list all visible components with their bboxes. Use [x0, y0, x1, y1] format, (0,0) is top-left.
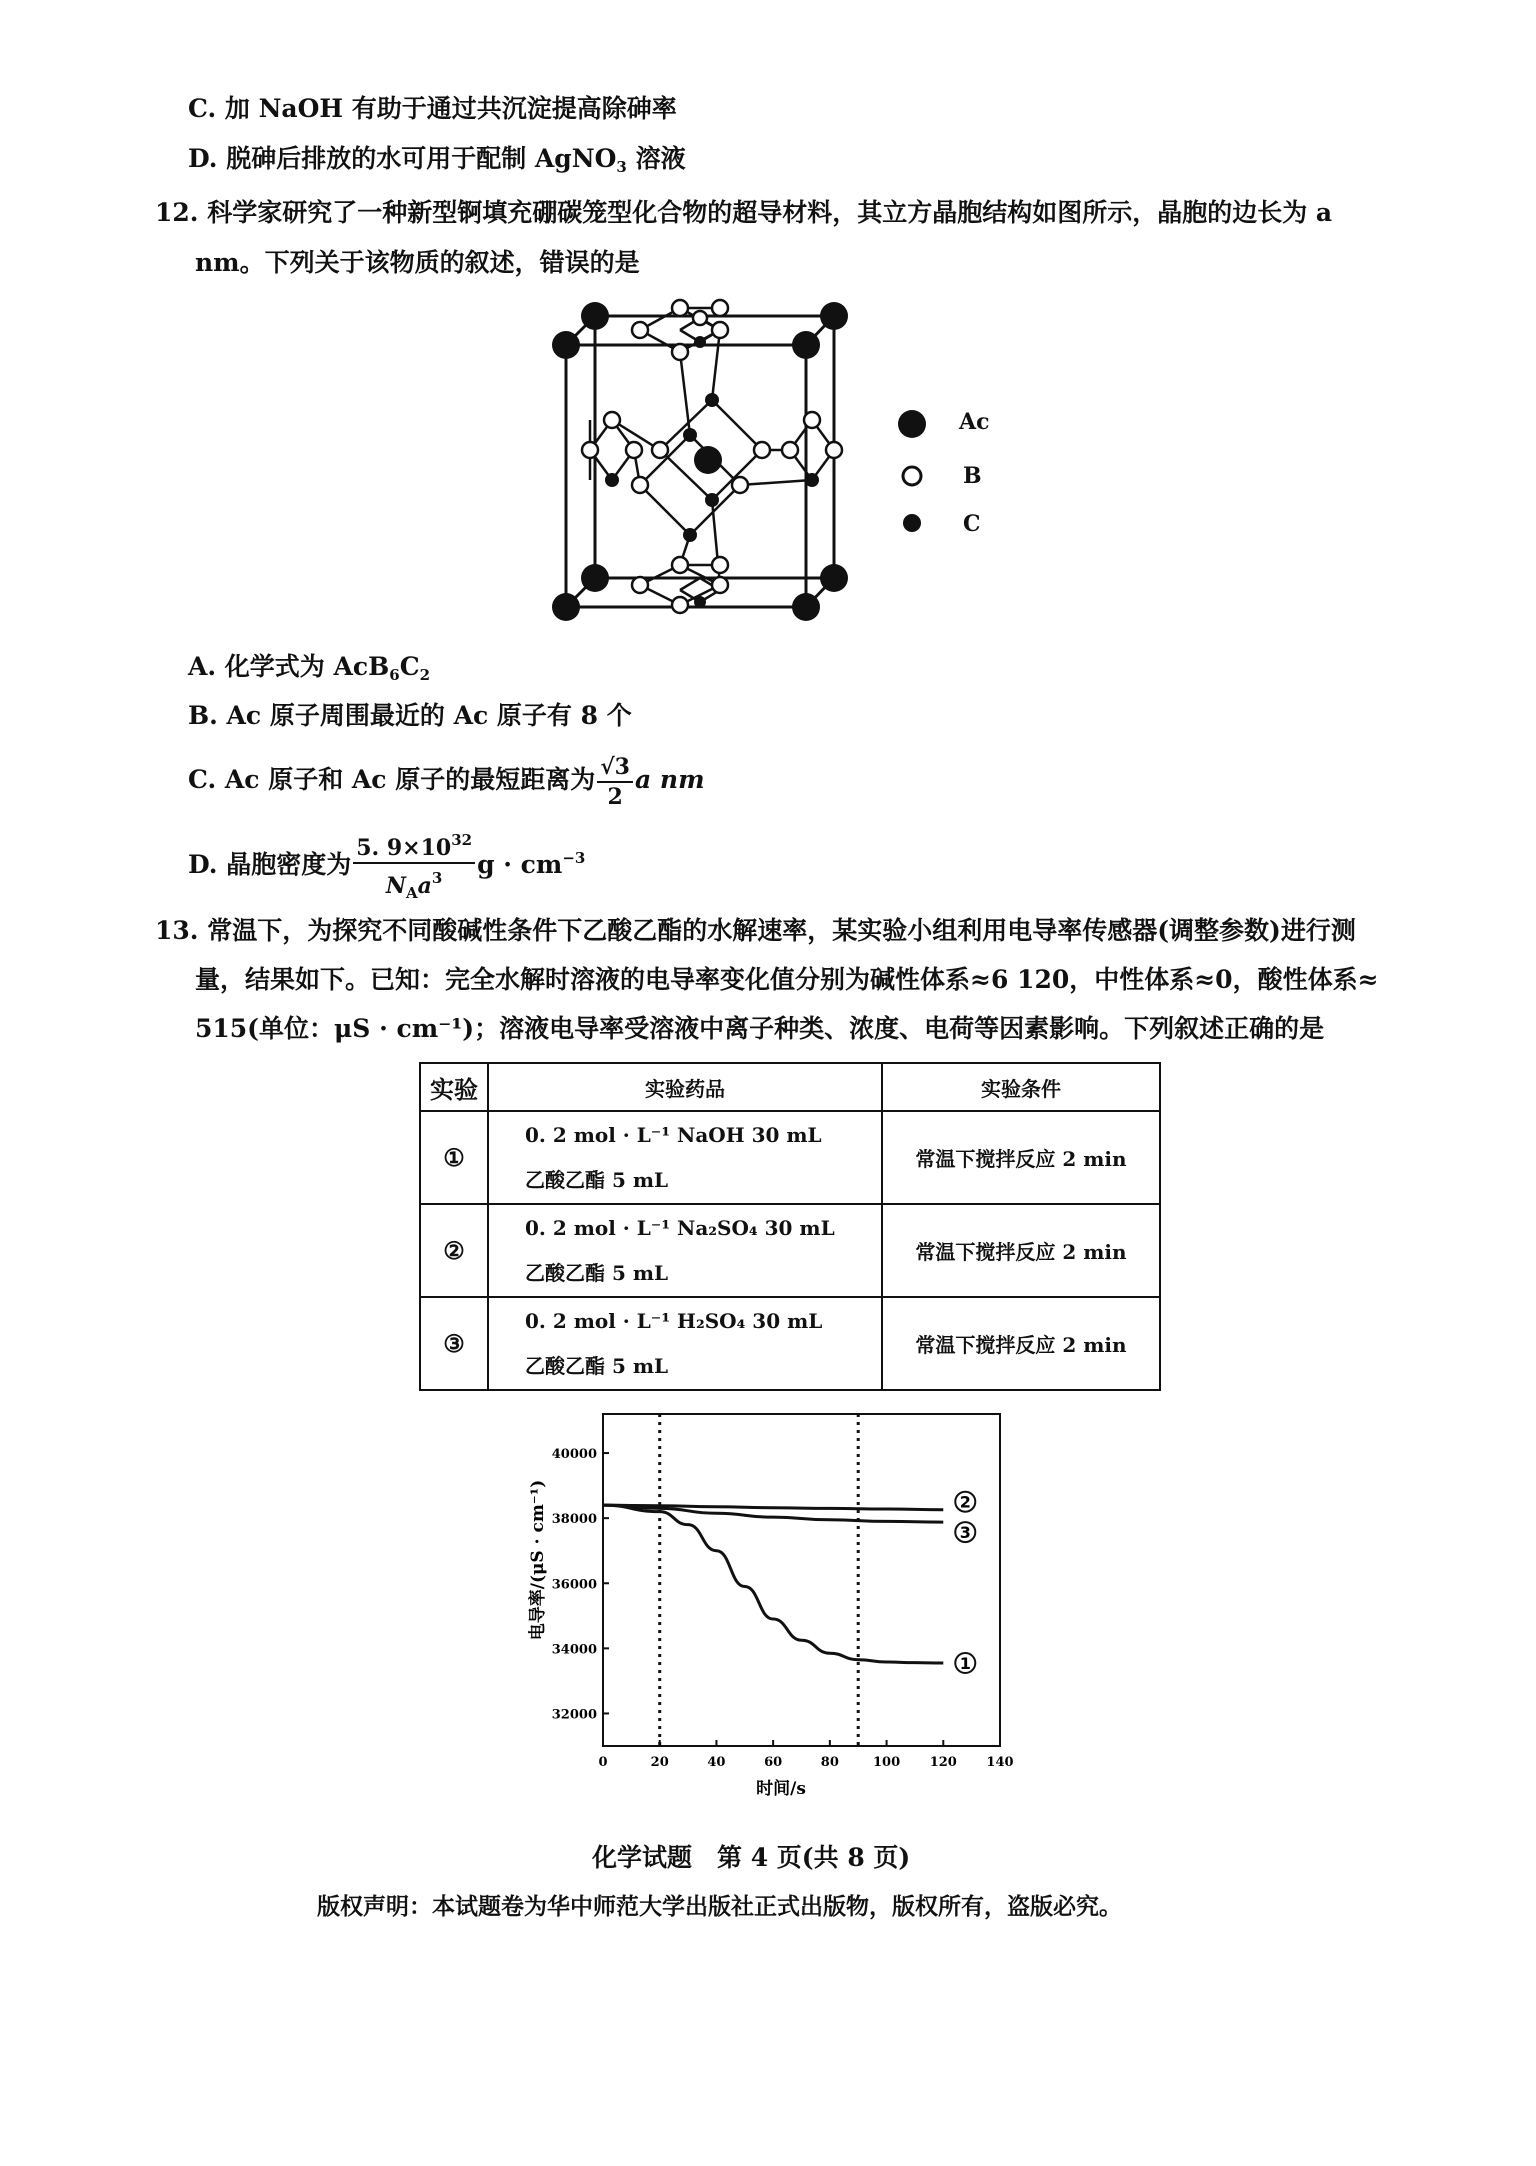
table-cell-drug: 0. 2 mol · L⁻¹ H₂SO₄ 30 mL 乙酸乙酯 5 mL [488, 1297, 882, 1390]
y-tick-label: 32000 [551, 1707, 597, 1723]
chart-y-axis-label: 电导率/(μS · cm⁻¹) [528, 1479, 548, 1641]
chart-frame [603, 1414, 1000, 1746]
chart-x-axis-label: 时间/s [756, 1779, 806, 1799]
x-tick-label: 120 [929, 1755, 957, 1770]
table-cell-drug: 0. 2 mol · L⁻¹ NaOH 30 mL 乙酸乙酯 5 mL [488, 1111, 882, 1204]
table-cell-id: ③ [420, 1297, 488, 1390]
series-label: 3 [959, 1523, 971, 1543]
q12-option-b: B. Ac 原子周围最近的 Ac 原子有 8 个 [188, 701, 632, 730]
x-tick-label: 40 [707, 1755, 726, 1770]
q12-stem-line2: nm。下列关于该物质的叙述，错误的是 [195, 248, 640, 277]
x-tick-label: 0 [598, 1755, 608, 1770]
table-header: 实验条件 [882, 1063, 1160, 1111]
legend-b-label: B [963, 463, 982, 489]
y-tick-label: 40000 [551, 1447, 597, 1463]
table-cell-id: ① [420, 1111, 488, 1204]
series-line-3 [603, 1505, 943, 1663]
y-tick-label: 38000 [551, 1512, 597, 1528]
q12-stem-line1: 12. 科学家研究了一种新型锕填充硼碳笼型化合物的超导材料，其立方晶胞结构如图所示，晶胞的边长为 a [155, 198, 1333, 227]
q12-option-d: D. 晶胞密度为 $\frac{5. 9\times 10^{32}}{N_Aa^3}$ $g \cdot cm^{-3}$ [188, 826, 585, 907]
y-tick-label: 34000 [551, 1642, 597, 1658]
distance-fraction: $\frac{√3}{2}$ [597, 753, 633, 811]
table-cell-condition: 常温下搅拌反应 2 min [882, 1111, 1160, 1204]
q12-option-a: A. 化学式为 $AcB_6C_2$ [188, 652, 431, 684]
y-tick-label: 36000 [551, 1577, 597, 1593]
table-cell-condition: 常温下搅拌反应 2 min [882, 1297, 1160, 1390]
q11-option-c: C. 加 NaOH 有助于通过共沉淀提高除砷率 [188, 94, 677, 123]
x-tick-label: 20 [650, 1755, 669, 1770]
table-header: 实验药品 [488, 1063, 882, 1111]
legend-c-label: C [963, 511, 981, 537]
copyright-notice: 版权声明：本试题卷为华中师范大学出版社正式出版物，版权所有，盗版必究。 [317, 1893, 1122, 1920]
table-cell-condition: 常温下搅拌反应 2 min [882, 1204, 1160, 1297]
density-fraction: $\frac{5. 9\times 10^{32}}{N_Aa^3}$ [353, 826, 475, 907]
series-label: 1 [959, 1654, 971, 1673]
x-tick-label: 60 [764, 1755, 783, 1770]
table-cell-id: ② [420, 1204, 488, 1297]
x-tick-label: 140 [986, 1755, 1014, 1770]
q13-stem-line2: 量，结果如下。已知：完全水解时溶液的电导率变化值分别为碱性体系≈6 120，中性体系≈0，酸性体系≈ [195, 965, 1379, 994]
q11-option-d: D. 脱砷后排放的水可用于配制 AgNO$_3$ 溶液 [188, 144, 686, 176]
table-header: 实验 [420, 1063, 488, 1111]
x-tick-label: 100 [873, 1755, 901, 1770]
table-cell-drug: 0. 2 mol · L⁻¹ Na₂SO₄ 30 mL 乙酸乙酯 5 mL [488, 1204, 882, 1297]
x-tick-label: 80 [820, 1755, 839, 1770]
q13-stem-line1: 13. 常温下，为探究不同酸碱性条件下乙酸乙酯的水解速率，某实验小组利用电导率传感器(调整参数)进行测 [155, 916, 1356, 945]
series-label: 2 [959, 1492, 971, 1512]
legend-ac-label: Ac [959, 409, 990, 435]
page-footer: 化学试题 第 4 页(共 8 页) [592, 1843, 911, 1872]
q12-option-c: C. Ac 原子和 Ac 原子的最短距离为 $\frac{√3}{2}$ a nm [188, 753, 705, 810]
q13-stem-line3: 515(单位：μS · cm⁻¹)；溶液电导率受溶液中离子种类、浓度、电荷等因素影响。下列叙述正确的是 [195, 1014, 1325, 1043]
